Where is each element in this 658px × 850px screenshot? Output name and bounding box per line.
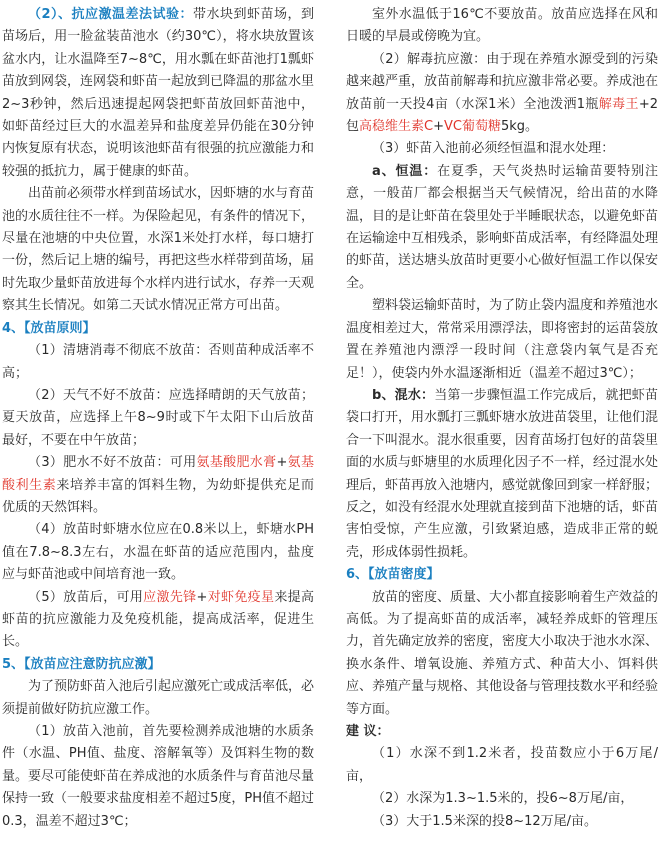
section-5-item-3: （3）虾苗入池前必须经恒温和混水处理：	[372, 141, 615, 157]
advice-3: （3）大于1.5米深的投8~12万尾/亩。	[372, 813, 598, 829]
rule-5-plus: +	[196, 589, 208, 605]
product-link-amino-probiotic[interactable]: 氨基酸利生素	[2, 455, 314, 493]
product-link-detox-king[interactable]: 解毒王	[598, 96, 639, 112]
advice-label: 建 议：	[346, 724, 390, 739]
item-2-plus: +	[433, 119, 444, 135]
product-link-vc-glucose[interactable]: VC葡萄糖	[444, 119, 501, 135]
rule-1: （1）清塘消毒不彻底不放苗：否则苗种成活率不高；	[2, 343, 314, 381]
item-2-text: （2）解毒抗应激：由于现在养殖水源受到的污染越来越严重，放苗前解毒和抗应激非常必要。养成池在放苗前一天投4亩（水深1米）全池泼洒1瓶	[346, 51, 658, 112]
trial-paragraph	[2, 4, 314, 183]
rule-5	[2, 587, 314, 654]
product-link-stress-pioneer[interactable]: 应激先锋	[143, 589, 197, 605]
constant-temp-label: a、恒温：	[372, 163, 438, 179]
rule-5-text: （5）放苗后，可用	[28, 589, 144, 605]
item-2-text-b: +2包	[346, 96, 658, 135]
product-link-vitamin-c[interactable]: 高稳维生素C	[359, 119, 434, 135]
mix-water-label: b、混水：	[372, 387, 435, 403]
mix-water-text: 当第一步骤恒温工作完成后，就把虾苗袋口打开，用水瓢打三瓢虾塘水放进苗袋里，让他们混合一下叫混水。混水很重要，因育苗场打包好的苗袋里面的水质与虾塘里的水质理化因子不一样，经过混水处理后，虾苗再放入池塘内，感觉就像回到家一样舒服；反之，如没有经混水处理就直接到苗下池塘的话，虾苗害怕受惊，产生应激，引致紧迫感，造成非正常的蜕壳，形成体弱性损耗。	[346, 387, 658, 560]
advice-2: （2）水深为1.3~1.5米的，投6~8万尾/亩，	[372, 791, 634, 807]
plastic-bag-paragraph: 塑料袋运输虾苗时，为了防止袋内温度和养殖池水温度相差过大，常常采用漂浮法，即将密封的运苗袋放置在养殖池内漂浮一段时间（注意袋内氧气是否充足！），使袋内外水温逐渐相近（温差不超过3℃）；	[346, 298, 658, 381]
advice-1: （1）水深不到1.2米者，投苗数应小于6万尾/亩，	[346, 746, 658, 784]
constant-temp-paragraph	[346, 161, 658, 295]
section-heading-5: 5、【放苗应注意防抗应激】	[2, 656, 161, 672]
rule-4: （4）放苗时虾塘水位应在0.8米以上，虾塘水PH值在7.8~8.3左右，水温在虾苗的适应范围内，盐度应与虾苗池或中间培育池一致。	[2, 522, 314, 583]
rule-3	[2, 452, 314, 519]
product-link-amino-fertilizer[interactable]: 氨基酸肥水膏	[196, 455, 277, 471]
trial-text: 带水块到虾苗场，到苗场后，用一脸盆装苗池水（约30℃），将水块放置该盆水内，让水温降至7~8℃，用水瓢在虾苗池打1瓢虾苗放到网袋，连网袋和虾苗一起放到已降温的那盆水里2~3秒钟，然后迅速提起网袋把虾苗放回虾苗池中，如虾苗经过巨大的水温差异和盐度差异仍能在30分钟内恢复原有状态，说明该池虾苗有很强的抗应激能力和较强的抵抗力，属于健康的虾苗。	[2, 7, 315, 179]
section-5-item-1-continued: 室外水温低于16℃不要放苗。放苗应选择在风和日暖的早晨或傍晚为宜。	[346, 7, 658, 45]
rule-3-text: （3）肥水不好不放苗：可用	[28, 455, 197, 471]
section-5-intro: 为了预防虾苗入池后引起应激死亡或成活率低，必须提前做好防抗应激工作。	[2, 679, 315, 717]
section-5-item-1: （1）放苗入池前，首先要检测养成池塘的水质条件（水温、PH值、盐度、溶解氧等）及饵料生物的数量。要尽可能使虾苗在养成池的水质条件与育苗池尽量保持一致（一般要求盐度相差不超过5度，PH值不超过0.3，温差不超过3℃；	[2, 724, 315, 829]
rule-2: （2）天气不好不放苗：应选择晴朗的天气放苗；夏天放苗，应选择上午8~9时或下午太阳下山后放苗最好，不要在中午放苗；	[2, 387, 314, 448]
rule-3-tail: 来培养丰富的饵料生物，为幼虾提供充足而优质的天然饵料。	[2, 477, 314, 515]
density-paragraph: 放苗的密度、质量、大小都直接影响着生产效益的高低。为了提高虾苗的成活率，减轻养成虾的管理压力，首先确定放养的密度，密度大小取决于池水水深、换水条件、增氧设施、养殖方式、种苗大小、饵料供应、养殖产量与规格、其他设备与管理技数水平和经验等方面。	[346, 589, 658, 717]
mix-water-paragraph	[346, 385, 658, 564]
section-5-item-2	[346, 49, 658, 139]
rule-5-tail: 来提高虾苗的抗应激能力及免疫机能，提高成活率，促进生长。	[2, 589, 314, 650]
constant-temp-text: 在夏季，天气炎热时运输苗要特别注意，一般苗厂都会根据当天气候情况，给出苗的水降温，目的是让虾苗在袋里处于半睡眠状态，以避免虾苗在运输途中互相残杀，影响虾苗成活率，有经降温处理的虾苗，送达塘头放苗时更要小心做好恒温工作以保安全。	[346, 163, 658, 291]
product-link-shrimp-immune-star[interactable]: 对虾免疫星	[207, 589, 275, 605]
trial-label: （2）、抗应激温差法试验：	[28, 7, 194, 22]
rule-3-plus: +	[276, 455, 288, 471]
right-column	[346, 4, 658, 833]
section-heading-6: 6、【放苗密度】	[346, 567, 440, 583]
water-sample-paragraph: 出苗前必须带水样到苗场试水，因虾塘的水与育苗池的水质往往不一样。为保险起见，有条件的情况下，尽量在池塘的中央位置，水深1米处打水样，每口塘打一份，然后记上塘的编号，再把这些水样带到苗场，届时先取少量虾苗放进每个水样内进行试水，存养一天观察其生长情况。如第二天试水情况正常方可出苗。	[2, 186, 315, 314]
left-column	[2, 4, 314, 833]
item-2-tail: 5kg。	[500, 119, 539, 135]
section-heading-4: 4、【放苗原则】	[2, 320, 96, 336]
